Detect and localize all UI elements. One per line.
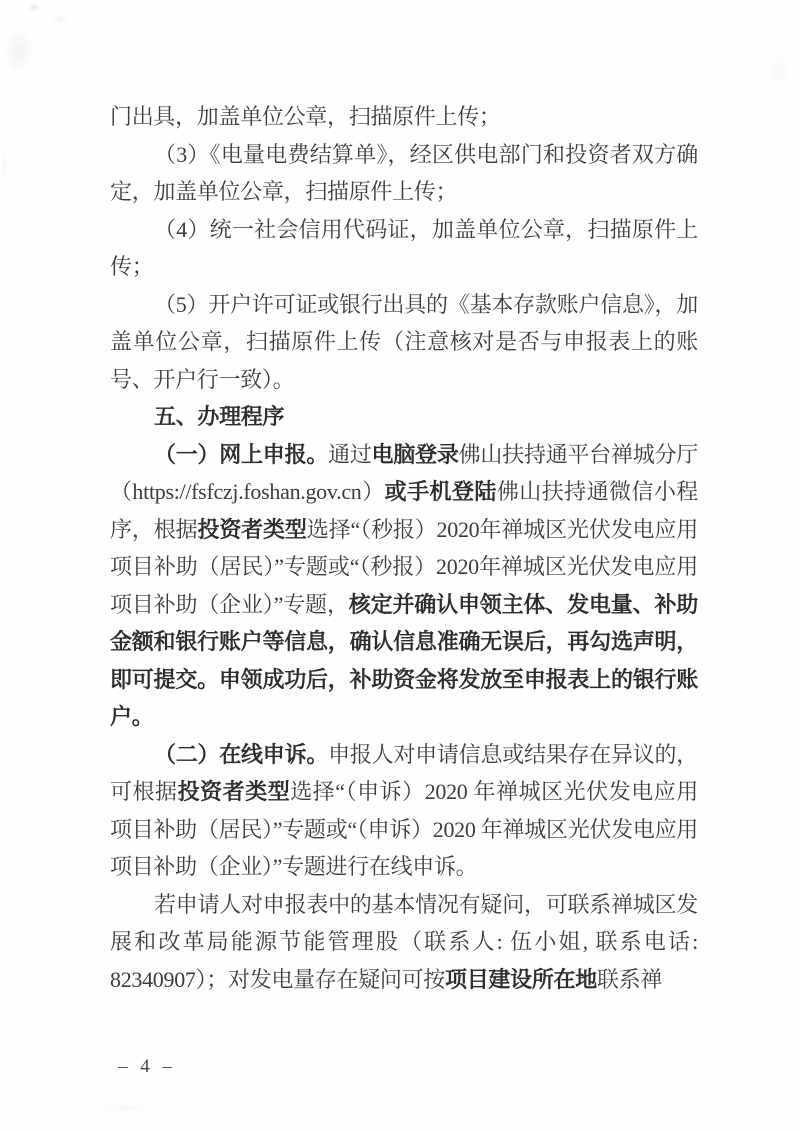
emphasis-text: 项目建设所在地 xyxy=(445,966,597,992)
body-text: 申报人对申请信息或结果存在异议的，可根据 xyxy=(110,741,699,804)
emphasis-text: 核定并确认申领主体、发电量、补助金额和银行账户等信息，确认信息准确无误后，再勾选声明，即可提交。申领成功后，补助资金将发放至申报表上的银行账户。 xyxy=(110,591,698,729)
body-text: 若申请人对申报表中的基本情况有疑问，可联系禅城区发展和改革局能源节能管理股（联系人: 伍小姐, 联系电话: 82340907）；对发电量存在疑问可按 xyxy=(110,891,698,992)
paragraph xyxy=(110,98,698,136)
emphasis-text: 或手机登陆 xyxy=(384,479,497,504)
scan-noise-speck xyxy=(90,1102,160,1114)
paragraph xyxy=(110,136,698,211)
emphasis-text: 投资者类型 xyxy=(197,516,307,542)
body-text: 选择“（申诉）2020 年禅城区光伏发电应用项目补助（居民）”专题或“（申诉）2020 年禅城区光伏发电应用项目补助（企业）”专题进行在线申诉。 xyxy=(110,779,698,879)
scan-noise-speck xyxy=(1,150,8,184)
body-text: （4）统一社会信用代码证，加盖单位公章，扫描原件上传； xyxy=(110,216,698,279)
emphasis-text: 投资者类型 xyxy=(177,779,291,804)
body-text: 通过 xyxy=(328,441,372,467)
scan-noise-speck xyxy=(4,28,34,74)
paragraph xyxy=(110,211,698,286)
body-text: （5）开户许可证或银行出具的《基本存款账户信息》，加盖单位公章，扫描原件上传（注意核对是否与申报表上的账号、开户行一致）。 xyxy=(110,291,698,392)
scan-noise-speck xyxy=(28,3,40,12)
subsection-label: （二）在线申诉。 xyxy=(154,741,329,767)
body-text: 选择“（秒报）2020年禅城区光伏发电应用项目补助（居民）”专题或“（秒报）2020年禅城区光伏发电应用项目补助（企业）”专题， xyxy=(110,516,698,617)
body-text: （3）《电量电费结算单》，经区供电部门和投资者双方确定，加盖单位公章，扫描原件上传； xyxy=(110,141,698,204)
emphasis-text: 电脑登录 xyxy=(371,441,459,467)
paragraph xyxy=(110,436,698,736)
subsection-label: （一）网上申报。 xyxy=(154,441,329,467)
body-text: 联系禅 xyxy=(596,966,663,992)
body-text: 门出具，加盖单位公章，扫描原件上传； xyxy=(110,104,501,129)
url-text: 佛山扶持通平台禅城分厅（https://fsfczj.foshan.gov.cn） xyxy=(110,441,698,504)
section-heading xyxy=(110,398,698,436)
page-number: – 4 – xyxy=(118,1056,176,1077)
scan-noise-speck xyxy=(52,14,68,24)
paragraph xyxy=(110,886,698,999)
scan-noise-speck xyxy=(768,55,790,89)
section-heading-text: 五、办理程序 xyxy=(154,404,285,429)
document-text-block xyxy=(110,98,698,998)
body-text: 佛山扶持通微信小程序，根据 xyxy=(110,479,698,542)
paragraph xyxy=(110,286,698,399)
paragraph xyxy=(110,736,698,886)
